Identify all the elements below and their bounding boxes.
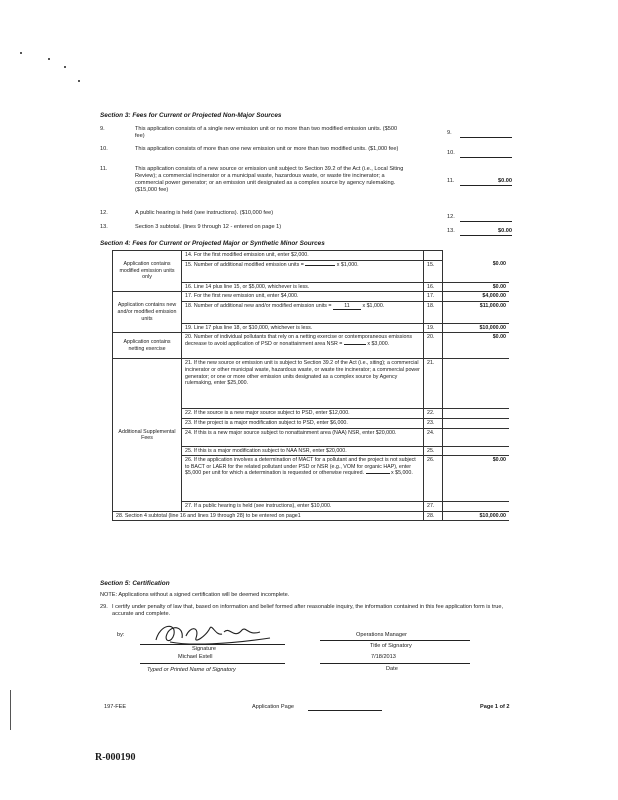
section3-item-number: 10. (100, 146, 108, 152)
row-28: 28. Section 4 subtotal (line 16 and lines 19 through 28) to be entered on page1 (113, 511, 424, 521)
date-line (320, 663, 470, 664)
group-netting-label: Application contains netting exercise (113, 333, 182, 359)
section3-item-text: This application consists of more than one new emission unit or more than two modified units. ($1,000 fee) (135, 146, 399, 152)
row-19-value: $10,000.00 (443, 323, 510, 333)
row-21: 21. If the new source or emission unit is subject to Section 39.2 of the Act (i.e., siting); a commercial incinerator or other municipal waste, hazardous waste, or waste tire incinerator; a commercial power generator; or one or more other emission units designated as a complex source by Agency rulemaking, enter $25,000. (182, 359, 424, 409)
section3-item-ref: 9. (447, 130, 452, 136)
group-new-label: Application contains new and/or modified emission units (113, 292, 182, 333)
row-25-value (443, 446, 510, 456)
signature-label: Signature (192, 646, 216, 652)
row-27: 27. If a public hearing is held (see instructions), enter $10,000. (182, 502, 424, 512)
row-18-value: $11,000.00 (443, 301, 510, 323)
row-17: 17. For the first new emission unit, enter $4,000. (182, 292, 424, 302)
row-15-value: $0.00 (443, 260, 510, 282)
scan-speck (64, 66, 66, 68)
row-24-value (443, 428, 510, 446)
row-26: 26. If the application involves a determination of MACT for a pollutant and the project is not subject to BACT or LAER for the related pollutant under PSD or NSR (e.g., VOM for organic HAP), enter $5,000 per unit for which a determination is requested or otherwise required. x $5,000. (182, 456, 424, 502)
row-28-value: $10,000.00 (443, 511, 510, 521)
bates-number: R-000190 (95, 752, 136, 763)
row-19: 19. Line 17 plus line 18, or $10,000, whichever is less. (182, 323, 424, 333)
section3-item-ref: 13. (447, 228, 455, 234)
printed-name-label: Typed or Printed Name of Signatory (147, 667, 236, 673)
scan-speck (78, 80, 80, 82)
application-page-line (308, 710, 382, 711)
section3-item-value (460, 150, 512, 158)
section3-item-text: A public hearing is held (see instructions). ($10,000 fee) (135, 210, 274, 216)
section3-item-text: Section 3 subtotal. (lines 9 through 12 - entered on page 1) (135, 224, 282, 230)
section3-item-number: 11. (100, 166, 108, 172)
title-value: Operations Manager (356, 632, 407, 638)
section3-item-text: This application consists of a new source or emission unit subject to Section 39.2 of the Act (i.e., Local Siting Review); a commercial incinerator or a municipal waste, hazardous waste, or waste tire incinerator; a commercial power generator; or an emission unit designated as a complex source by agency rulemaking. ($15,000 fee) (135, 166, 404, 193)
printed-name-line (140, 663, 285, 664)
certification-note: NOTE: Applications without a signed certification will be deemed incomplete. (100, 592, 290, 598)
row-22-value (443, 409, 510, 419)
printed-name-value: Michael Estell (178, 654, 213, 660)
row-17-value: $4,000.00 (443, 292, 510, 302)
row-14: 14. For the first modified emission unit, enter $2,000. (182, 251, 424, 261)
date-value: 7/18/2013 (371, 654, 396, 660)
row-22: 22. If the source is a new major source subject to PSD, enter $12,000. (182, 409, 424, 419)
group-modified-label: Application contains modified emission units only (113, 251, 182, 292)
scan-speck (20, 52, 22, 54)
row-16-value: $0.00 (443, 282, 510, 292)
section5-heading: Section 5: Certification (100, 580, 170, 587)
section3-item-number: 13. (100, 224, 108, 230)
date-label: Date (386, 666, 398, 672)
section3-item-value: $0.00 (460, 178, 512, 186)
section3-item-ref: 10. (447, 150, 455, 156)
row-18: 18. Number of additional new and/or modified emission units = 11 x $1,000. (182, 301, 424, 323)
by-label: by: (117, 632, 125, 638)
section3-item-ref: 12. (447, 214, 455, 220)
certification-statement: I certify under penalty of law that, based on information and belief formed after reasonable inquiry, the information contained in this fee application form is true, accurate and complete. (112, 604, 504, 617)
row-23-value (443, 419, 510, 429)
section4-heading: Section 4: Fees for Current or Projected Major or Synthetic Minor Sources (100, 240, 325, 247)
title-line (320, 640, 470, 641)
section4-table: Application contains modified emission units only 14. For the first modified emission unit, enter $2,000. 15. Number of additional modified emission units = x $1,000. 15. $0.00 16. Line 14 plus line 15, or $5,000, whichever is less. 16. $0.00 Application contains new and/or modified emission units 17. For the first new emission unit, enter $4,000. 17. $4,000.00 18. Number of additional new and/or modified emission units = 11 x $1,000. 18. $11,000.00 19. Line 17 plus line 18, or $10,000, whichever is less. 19. $10,000.00 Application contains netting exercise 20. Number of individual pollutants that rely on a netting exercise or contemporaneous emissions decrease to avoid application of PSD or nonattainment area NSR = x $3,000. 20. $0.00 Additional Supplemental Fees 21. If the new source or emission unit is subject to Section 39.2 of the Act (i.e., siting); a commercial incinerator or other municipal waste, hazardous waste, or waste tire incinerator; a commercial power generator; or one or more other emission units designated as a complex source by Agency rulemaking, enter $25,000. 21. 22. If the source is a new major source subject to PSD, enter $12,000. 22. 23. If the project is a major modification subject to PSD, enter $6,000. 23. 24. If this is a new major source subject to nonattainment area (NAA) NSR, enter $20,000. 24. 25. If this is a major modification subject to NAA NSR, enter $20,000. 25. 26. If the application involves a determination of MACT for a pollutant and the project is not subject to BACT or LAER for the related pollutant under PSD or NSR (e.g., VOM for organic HAP), enter $5,000 per unit for which a determination is requested or otherwise required. x $5,000. 26. $0.00 27. If a public hearing is held (see instructions), enter $10,000. 27. 28. Section 4 subtotal (line 16 and lines 19 through 28) to be entered on page1 28. $10,000.00 (112, 250, 509, 521)
section3-item-ref: 11. (447, 178, 455, 184)
row-25: 25. If this is a major modification subject to NAA NSR, enter $20,000. (182, 446, 424, 456)
scan-speck (48, 58, 50, 60)
row-21-value (443, 359, 510, 409)
group-supplemental-label: Additional Supplemental Fees (113, 359, 182, 511)
row-16: 16. Line 14 plus line 15, or $5,000, whichever is less. (182, 282, 424, 292)
section3-item-value: $0.00 (460, 228, 512, 236)
form-id: 197-FEE (104, 704, 127, 710)
row-20-value: $0.00 (443, 333, 510, 359)
row-24: 24. If this is a new major source subject to nonattainment area (NAA) NSR, enter $20,000. (182, 428, 424, 446)
scan-edge-line (10, 690, 11, 730)
section3-item-number: 12. (100, 210, 108, 216)
row-23: 23. If the project is a major modification subject to PSD, enter $6,000. (182, 419, 424, 429)
row-26-value: $0.00 (443, 456, 510, 502)
row-27-value (443, 502, 510, 512)
section3-item-value (460, 130, 512, 138)
section3-item-number: 9. (100, 126, 105, 132)
section3-item-text: This application consists of a single new emission unit or no more than two modified emission units. ($500 fee) (135, 126, 398, 139)
section3-heading: Section 3: Fees for Current or Projected Non-Major Sources (100, 112, 282, 119)
row-20: 20. Number of individual pollutants that rely on a netting exercise or contemporaneous emissions decrease to avoid application of PSD or nonattainment area NSR = x $3,000. (182, 333, 424, 359)
title-label: Title of Signatory (370, 643, 412, 649)
row-14-value (443, 251, 510, 261)
page-of: Page 1 of 2 (480, 704, 510, 710)
section3-item-value (460, 214, 512, 222)
line-29-number: 29. (100, 604, 108, 610)
application-page-label: Application Page (252, 704, 294, 710)
signature-line (140, 644, 285, 645)
row-15: 15. Number of additional modified emission units = x $1,000. (182, 260, 424, 282)
